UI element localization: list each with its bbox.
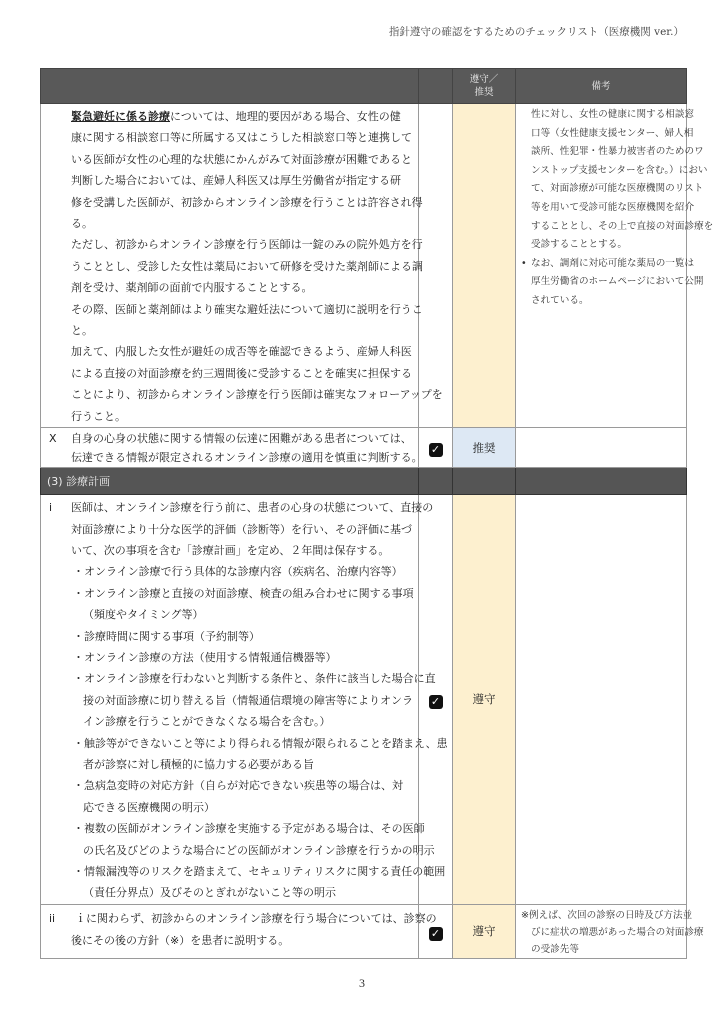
compliance-cell: 遵守: [453, 904, 516, 958]
line-text: ※例えば、次回の診察の日時及び方法並: [521, 909, 693, 921]
line-text: 修を受講した医師が、初診からオンライン診療を行うことは許容され得: [71, 195, 423, 209]
table-row-i: [41, 495, 687, 905]
note-line: [521, 143, 704, 162]
note-bullet-line: [521, 292, 682, 311]
item-number: X: [49, 431, 57, 445]
note-line: [521, 106, 695, 125]
note-bullet-line: [521, 273, 704, 292]
bullet-item-line: [47, 604, 414, 625]
bullet-item-line: [47, 882, 414, 903]
section-cell: [419, 468, 453, 495]
line-text: の受診先等: [531, 943, 579, 955]
line-text: 剤を受け、薬剤師の面前で内服することとする。: [71, 281, 313, 295]
line-text: いて、次の事項を含む「診療計画」を定め、２年間は保存する。: [71, 543, 390, 557]
checkbox-checked-icon[interactable]: ✓: [429, 927, 443, 941]
bullet-item-line: [47, 583, 414, 604]
line: [47, 256, 423, 277]
line: [47, 320, 414, 341]
item-text: [41, 428, 423, 468]
header-item: [41, 69, 419, 104]
header-check: [419, 69, 453, 104]
bullet-item-line: [47, 668, 436, 689]
item-text: [41, 904, 437, 958]
bullet-item-line: [47, 775, 414, 796]
bullet-item-line: [47, 818, 425, 839]
document-header: 指針遵守の確認をするためのチェックリスト（医療機関 ver.）: [388, 26, 684, 38]
note-line: [521, 924, 704, 941]
line: [47, 213, 414, 234]
line-text: 口等（女性健康支援センター、婦人相: [531, 127, 694, 139]
header-compliance-line2: 推奨: [474, 87, 494, 98]
line: [47, 149, 414, 170]
note-line: [521, 180, 704, 199]
line-text: ことにより、初診からオンライン診療を行う医師は確実なフォローアップを: [71, 388, 443, 402]
line-text: ・触診等ができないこと等により得られる情報が限られることを踏まえ、患: [73, 736, 448, 750]
checklist-table: [40, 68, 714, 959]
section-header-row: [41, 468, 687, 495]
compliance-cell: 遵守: [453, 495, 516, 905]
line-text: ・診療時間に関する事項（予約制等）: [73, 629, 260, 643]
note-line: [521, 236, 682, 255]
line-text: ・オンライン診療を行わないと判断する条件と、条件に該当した場合に直: [73, 672, 436, 686]
line-text: びに症状の増悪があった場合の対面診療: [531, 926, 704, 938]
bullet-item-line: [47, 861, 446, 882]
line-text: ｉに関わらず、初診からのオンライン診療を行う場合については、診察の: [75, 911, 437, 925]
note-line: [521, 125, 694, 144]
notes-cell: [516, 904, 704, 958]
bullet-item-line: [47, 711, 414, 732]
line: [47, 384, 443, 405]
header-notes: 備考: [516, 69, 687, 104]
header-compliance: [453, 69, 516, 104]
line-text: 受診することとする。: [531, 239, 627, 251]
line-text: することとし、その上で直接の対面診療を: [531, 220, 714, 232]
bullet-item-line: [47, 561, 414, 582]
line-text: 判断した場合においては、産婦人科医又は厚生労働省が指定する研: [71, 174, 401, 188]
section-cell: [453, 468, 516, 495]
line: [47, 363, 414, 384]
line-text: 性に対し、女性の健康に関する相談窓: [531, 109, 695, 120]
line-text: されている。: [531, 294, 589, 306]
line-text: て、対面診療が可能な医療機関のリスト: [531, 183, 704, 195]
line-text: 後にその後の方針（※）を患者に説明する。: [71, 933, 290, 947]
bullet-item-line: [47, 840, 435, 861]
note-line: [521, 941, 682, 958]
compliance-cell: [453, 104, 516, 428]
line: [47, 234, 423, 255]
line-text: ・急病急変時の対応方針（自らが対応できない疾患等の場合は、対: [73, 779, 403, 793]
note-bullet-line: [521, 255, 695, 274]
table-row-x: [41, 428, 687, 468]
line-text: ンストップ支援センターを含む。）におい: [531, 164, 708, 176]
line-text: 厚生労働省のホームページにおいて公開: [531, 276, 704, 288]
notes-cell: [516, 104, 714, 428]
line: [47, 930, 414, 952]
checkbox-checked-icon[interactable]: ✓: [429, 443, 443, 457]
line-text: 応できる医療機関の明示）: [83, 800, 215, 814]
item-number: ii: [49, 911, 56, 925]
note-line: [521, 162, 708, 181]
check-cell: [419, 104, 453, 428]
line-text: （責任分界点）及びそのとぎれがないこと等の明示: [83, 886, 336, 900]
notes-cell: [516, 428, 687, 468]
header-compliance-line1: 遵守／: [469, 74, 499, 85]
line: [47, 540, 414, 561]
line-text: 接の対面診療に切り替える旨（情報通信環境の障害等によりオンラ: [83, 693, 413, 707]
line-text: イン診療を行うことができなくなる場合を含む。）: [83, 715, 331, 729]
bullet-item-line: [47, 690, 414, 711]
line-text: いる医師が女性の心理的な状態にかんがみて対面診療が困難であると: [71, 152, 412, 166]
line-text: ・オンライン診療と直接の対面診療、検査の組み合わせに関する事項: [73, 586, 414, 600]
line-text: うこととし、受診した女性は薬局において研修を受けた薬剤師による調: [71, 259, 423, 273]
line-text: 康に関する相談窓口等に所属する又はこうした相談窓口等と連携して: [71, 131, 412, 145]
line: [47, 497, 434, 518]
line-text: ・情報漏洩等のリスクを踏まえて、セキュリティリスクに関する責任の範囲: [73, 865, 446, 878]
bullet-item-line: [47, 754, 414, 775]
line-text: 伝達できる情報が限定されるオンライン診療の適用を慎重に判断する。: [71, 450, 423, 464]
line-text: ・オンライン診療の方法（使用する情報通信機器等）: [73, 650, 337, 664]
line: [47, 448, 423, 467]
line: [47, 341, 414, 362]
bullet-item-line: [47, 733, 448, 754]
line-text: 加えて、内服した女性が避妊の成否等を確認できるよう、産婦人科医: [71, 345, 412, 359]
bullet-item-line: [47, 797, 414, 818]
checkbox-checked-icon[interactable]: ✓: [429, 695, 443, 709]
line-text: については、地理的要因がある場合、女性の健: [170, 110, 401, 123]
line-text: る。: [71, 217, 93, 231]
line-text: ・複数の医師がオンライン診療を実施する予定がある場合は、その医師: [73, 822, 425, 836]
line: [47, 908, 437, 930]
line-text: ただし、初診からオンライン診療を行う医師は一錠のみの院外処方を行: [71, 238, 423, 252]
item-text: [41, 495, 448, 905]
line-text: と。: [71, 324, 93, 338]
line: [47, 192, 423, 213]
line: [47, 170, 414, 191]
line-text: の氏名及びどのような場合にどの医師がオンライン診療を行うかの明示: [83, 843, 435, 857]
line-text: 医師は、オンライン診療を行う前に、患者の心身の状態について、直接の: [71, 501, 434, 515]
line-text: による直接の対面診療を約三週間後に受診することを確実に担保する: [71, 366, 412, 380]
line-text: 等を用いて受診可能な医療機関を紹介: [531, 201, 695, 213]
line-text: 談所、性犯罪・性暴力被害者のためのワ: [531, 146, 704, 158]
emphasis-term: 緊急避妊に係る診療: [71, 110, 170, 123]
line: [47, 299, 423, 320]
bullet-item-line: [47, 647, 414, 668]
table-row-ii: [41, 904, 687, 958]
notes-cell: [516, 495, 687, 905]
item-text: [41, 104, 443, 428]
line-text: ・オンライン診療で行う具体的な診療内容（疾病名、治療内容等）: [73, 565, 403, 579]
line: [47, 406, 414, 427]
page-number: 3: [359, 976, 365, 990]
item-number: i: [49, 501, 53, 515]
table-header-row: [41, 69, 687, 104]
bullet-icon: •: [521, 257, 527, 269]
note-line: [521, 907, 693, 924]
line: [47, 277, 414, 298]
line: [47, 127, 414, 148]
line: [47, 429, 414, 448]
line-text: なお、調剤に対応可能な薬局の一覧は: [531, 257, 695, 269]
line-text: （頻度やタイミング等）: [83, 608, 204, 622]
line-text: その際、医師と薬剤師はより確実な避妊法について適切に説明を行うこ: [71, 302, 423, 316]
check-cell[interactable]: [419, 428, 453, 468]
line-text: 者が診察に対し積極的に協力する必要がある旨: [83, 757, 314, 771]
table-row-emergency-contraception: [41, 104, 687, 428]
line-text: 行うこと。: [71, 409, 126, 423]
line: [47, 519, 414, 540]
compliance-cell: 推奨: [453, 428, 516, 468]
section-title: (3) 診療計画: [41, 468, 419, 495]
bullet-item-line: [47, 626, 414, 647]
line: [47, 106, 414, 127]
note-line: [521, 218, 714, 237]
note-line: [521, 199, 695, 218]
line-text: 対面診療により十分な医学的評価（診断等）を行い、その評価に基づ: [71, 522, 412, 536]
line-text: 自身の心身の状態に関する情報の伝達に困難がある患者については、: [71, 431, 412, 445]
section-cell: [516, 468, 687, 495]
